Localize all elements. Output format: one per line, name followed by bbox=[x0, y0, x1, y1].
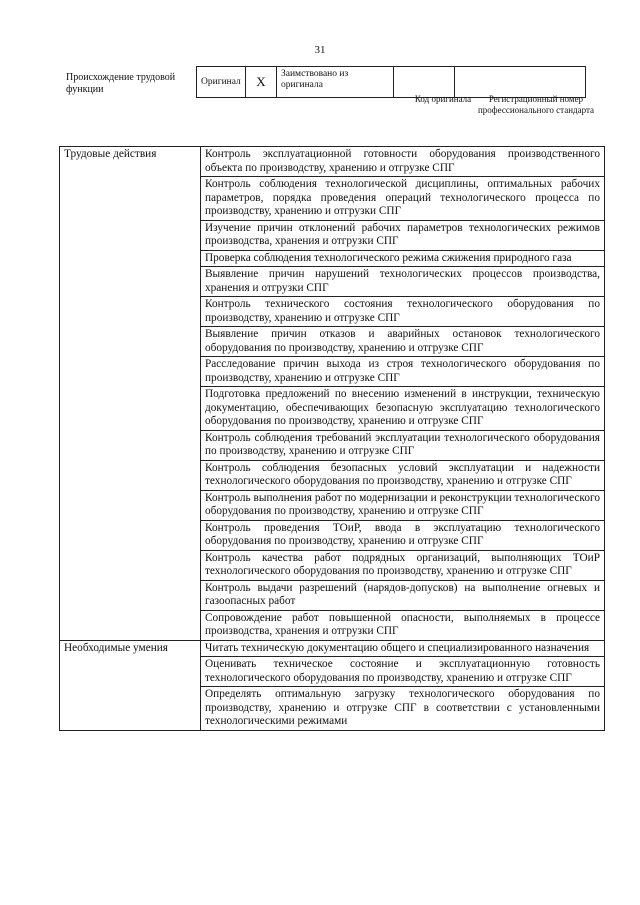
labor-actions-item: Контроль проведения ТОиР, ввода в эксплуатацию технологического оборудования по производству, хранению и отгрузке СПГ bbox=[201, 520, 605, 550]
borrowed-cell: Заимствовано из оригинала bbox=[277, 67, 394, 98]
origin-label: Происхождение трудовой функции bbox=[66, 72, 176, 95]
table-row bbox=[60, 147, 605, 177]
labor-actions-item: Контроль качества работ подрядных организаций, выполняющих ТОиР технологического оборудования по производству, хранению и отгрузке СПГ bbox=[201, 550, 605, 580]
table-row bbox=[60, 640, 605, 657]
labor-actions-item: Выявление причин отказов и аварийных остановок технологического оборудования по производству, хранению и отгрузке СПГ bbox=[201, 327, 605, 357]
labor-actions-item: Контроль соблюдения безопасных условий эксплуатации и надежности технологического оборудования по производству, хранению и отгрузке СПГ bbox=[201, 460, 605, 490]
labor-actions-item: Контроль эксплуатационной готовности оборудования производственного объекта по производству, хранению и отгрузке СПГ bbox=[201, 147, 605, 177]
skills-item: Определять оптимальную загрузку технологического оборудования по производству, хранению и отгрузке СПГ в соответствии с установленными технологическими режимами bbox=[201, 687, 605, 731]
reg-number-caption: Регистрационный номер профессионального стандарта bbox=[477, 94, 595, 115]
labor-actions-item: Контроль соблюдения требований эксплуатации технологического оборудования по производству, хранению и отгрузке СПГ bbox=[201, 430, 605, 460]
labor-actions-item: Подготовка предложений по внесению изменений в инструкции, техническую документацию, обеспечивающих безопасную эксплуатацию технологического оборудования по производству, хранению и отгрузке СПГ bbox=[201, 387, 605, 431]
original-cell: Оригинал bbox=[197, 67, 246, 98]
skills-item: Читать техническую документацию общего и специализированного назначения bbox=[201, 640, 605, 657]
labor-actions-item: Сопровождение работ повышенной опасности, выполняемых в процессе производства, хранения и отгрузки СПГ bbox=[201, 610, 605, 640]
labor-actions-item: Контроль выполнения работ по модернизации и реконструкции технологического оборудования по производству, хранению и отгрузке СПГ bbox=[201, 490, 605, 520]
competency-table bbox=[59, 146, 605, 731]
labor-actions-item: Проверка соблюдения технологического режима сжижения природного газа bbox=[201, 250, 605, 267]
code-caption: Код оригинала bbox=[414, 94, 472, 104]
page-number: 31 bbox=[314, 44, 326, 56]
labor-actions-item: Изучение причин отклонений рабочих параметров технологических режимов производства, хранения и отгрузки СПГ bbox=[201, 220, 605, 250]
labor-actions-item: Контроль технического состояния технологического оборудования по производству, хранению и отгрузке СПГ bbox=[201, 297, 605, 327]
labor-actions-item: Расследование причин выхода из строя технологического оборудования по производству, хранению и отгрузке СПГ bbox=[201, 357, 605, 387]
reg-number-cell bbox=[455, 67, 586, 98]
labor-actions-item: Контроль выдачи разрешений (нарядов-допусков) на выполнение огневых и газоопасных работ bbox=[201, 580, 605, 610]
labor-actions-item: Контроль соблюдения технологической дисциплины, оптимальных рабочих параметров, порядка проведения операций технологического процесса по производству, хранению и отгрузки СПГ bbox=[201, 177, 605, 221]
labor-actions-label: Трудовые действия bbox=[60, 147, 201, 641]
skills-label: Необходимые умения bbox=[60, 640, 201, 730]
original-mark: X bbox=[246, 67, 277, 98]
skills-item: Оценивать техническое состояние и эксплуатационную готовность технологического оборудования по производству, хранению и отгрузке СПГ bbox=[201, 657, 605, 687]
labor-actions-item: Выявление причин нарушений технологических процессов производства, хранения и отгрузки СПГ bbox=[201, 267, 605, 297]
code-cell bbox=[394, 67, 455, 98]
